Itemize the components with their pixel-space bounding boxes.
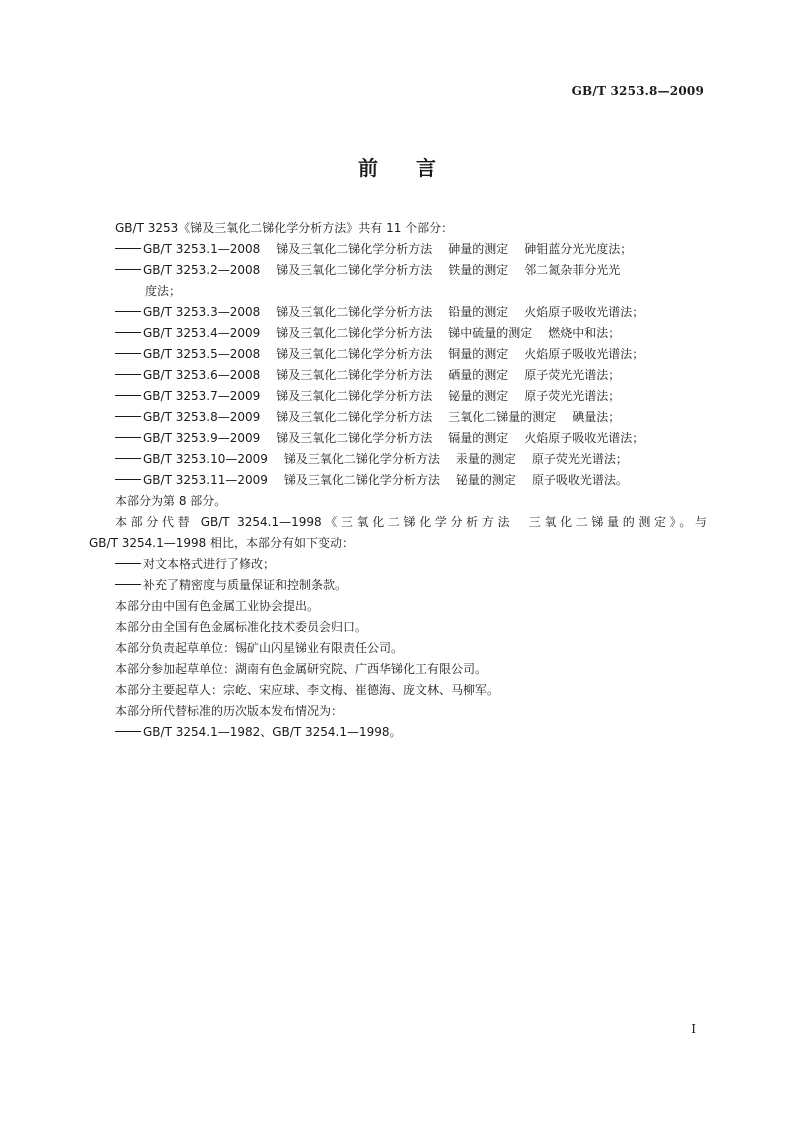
part-item: 铅量的测定 xyxy=(448,305,509,319)
part-std-number: GB/T 3253.9—2009 xyxy=(143,431,261,445)
part-item: 三氧化二锑量的测定 xyxy=(448,410,557,424)
dash-mark xyxy=(115,479,141,480)
part-method: 砷钼蓝分光光度法； xyxy=(524,242,633,256)
dash-mark xyxy=(115,416,141,417)
part-method: 原子荧光光谱法； xyxy=(524,368,621,382)
standard-number-header: GB/T 3253.8—2009 xyxy=(571,84,704,98)
part-series: 锑及三氧化二锑化学分析方法 xyxy=(276,347,433,361)
dash-mark xyxy=(115,458,141,459)
part-method: 燃烧中和法； xyxy=(548,326,621,340)
part-item: 硒量的测定 xyxy=(448,368,509,382)
participating-units-paragraph: 本部分参加起草单位：湖南有色金属研究院、广西华锑化工有限公司。 xyxy=(115,662,488,676)
part-std-number: GB/T 3253.10—2009 xyxy=(143,452,268,466)
part-series: 锑及三氧化二锑化学分析方法 xyxy=(276,305,433,319)
part-series: 锑及三氧化二锑化学分析方法 xyxy=(283,452,440,466)
part-std-number: GB/T 3253.3—2008 xyxy=(143,305,261,319)
part-list-item xyxy=(89,323,707,344)
part-item: 铁量的测定 xyxy=(448,263,509,277)
parts-list xyxy=(89,239,707,491)
dash-mark xyxy=(115,437,141,438)
part-item: 锑中硫量的测定 xyxy=(448,326,533,340)
intro-paragraph: GB/T 3253《锑及三氧化二锑化学分析方法》共有 11 个部分： xyxy=(115,221,454,235)
dash-mark xyxy=(115,332,141,333)
part-series: 锑及三氧化二锑化学分析方法 xyxy=(276,242,433,256)
part-item: 铋量的测定 xyxy=(448,389,509,403)
part-series: 锑及三氧化二锑化学分析方法 xyxy=(276,326,433,340)
preface-body xyxy=(89,218,707,743)
part-list-item xyxy=(89,386,707,407)
part-std-number: GB/T 3253.11—2009 xyxy=(143,473,268,487)
part-list-item xyxy=(89,470,707,491)
part-item: 铜量的测定 xyxy=(448,347,509,361)
part-series: 锑及三氧化二锑化学分析方法 xyxy=(283,473,440,487)
dash-mark xyxy=(115,311,141,312)
part-std-number: GB/T 3253.7—2009 xyxy=(143,389,261,403)
replace-paragraph-line1: 本部分代替 GB/T 3254.1—1998《三氧化二锑化学分析方法 三氧化二锑量的测定》。与 xyxy=(115,515,707,529)
part-method-continuation: 度法； xyxy=(145,284,182,298)
dash-mark xyxy=(115,731,141,732)
dash-mark xyxy=(115,563,141,564)
part-method: 火焰原子吸收光谱法； xyxy=(524,305,645,319)
dash-mark xyxy=(115,353,141,354)
change-item: 对文本格式进行了修改； xyxy=(89,554,707,575)
part-list-item xyxy=(89,344,707,365)
part-series: 锑及三氧化二锑化学分析方法 xyxy=(276,410,433,424)
part-item: 镉量的测定 xyxy=(448,431,509,445)
history-item: GB/T 3254.1—1982、GB/T 3254.1—1998。 xyxy=(89,722,707,743)
dash-mark xyxy=(115,269,141,270)
part-series: 锑及三氧化二锑化学分析方法 xyxy=(276,368,433,382)
dash-mark xyxy=(115,395,141,396)
part-std-number: GB/T 3253.5—2008 xyxy=(143,347,261,361)
part-method: 火焰原子吸收光谱法； xyxy=(524,347,645,361)
part-std-number: GB/T 3253.6—2008 xyxy=(143,368,261,382)
part-method: 邻二氮杂菲分光光 xyxy=(524,263,621,277)
drafting-unit-paragraph: 本部分负责起草单位：锡矿山闪星锑业有限责任公司。 xyxy=(115,641,404,655)
part-series: 锑及三氧化二锑化学分析方法 xyxy=(276,263,433,277)
part-item: 砷量的测定 xyxy=(448,242,509,256)
replace-paragraph-line2: GB/T 3254.1—1998 相比，本部分有如下变动： xyxy=(89,536,355,550)
centralized-by-paragraph: 本部分由全国有色金属标准化技术委员会归口。 xyxy=(115,620,368,634)
proposed-by-paragraph: 本部分由中国有色金属工业协会提出。 xyxy=(115,599,320,613)
part-list-item xyxy=(89,302,707,323)
part-std-number: GB/T 3253.8—2009 xyxy=(143,410,261,424)
dash-mark xyxy=(115,584,141,585)
change-item: 补充了精密度与质量保证和控制条款。 xyxy=(89,575,707,596)
part-list-item xyxy=(89,365,707,386)
part-method: 碘量法； xyxy=(572,410,621,424)
part-std-number: GB/T 3253.1—2008 xyxy=(143,242,261,256)
history-intro-paragraph: 本部分所代替标准的历次版本发布情况为： xyxy=(115,704,344,718)
dash-mark xyxy=(115,374,141,375)
part-std-number: GB/T 3253.2—2008 xyxy=(143,263,261,277)
part-method: 原子荧光光谱法； xyxy=(531,452,628,466)
part-list-item xyxy=(89,260,707,281)
part-series: 锑及三氧化二锑化学分析方法 xyxy=(276,389,433,403)
part-method: 火焰原子吸收光谱法； xyxy=(524,431,645,445)
part-std-number: GB/T 3253.4—2009 xyxy=(143,326,261,340)
part-item: 铋量的测定 xyxy=(455,473,516,487)
part-method: 原子荧光光谱法； xyxy=(524,389,621,403)
part-list-item xyxy=(89,428,707,449)
part-list-item xyxy=(89,239,707,260)
page-title: 前言 xyxy=(358,156,474,180)
this-part-paragraph: 本部分为第 8 部分。 xyxy=(115,494,227,508)
part-item: 汞量的测定 xyxy=(455,452,516,466)
part-list-item xyxy=(89,449,707,470)
part-series: 锑及三氧化二锑化学分析方法 xyxy=(276,431,433,445)
part-method: 原子吸收光谱法。 xyxy=(531,473,628,487)
dash-mark xyxy=(115,248,141,249)
part-list-item xyxy=(89,407,707,428)
drafters-paragraph: 本部分主要起草人：宗屹、宋应球、李文梅、崔德海、庞文林、马柳军。 xyxy=(115,683,500,697)
page-number: I xyxy=(691,1022,696,1036)
